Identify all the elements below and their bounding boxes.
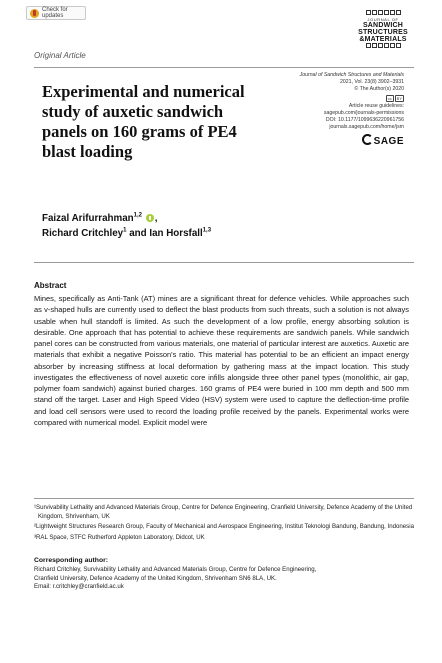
check-for-updates-badge[interactable] <box>26 6 86 20</box>
corr-line-2: Cranfield University, Defence Academy of the United Kingdom, Shrivenham SN6 8LA, UK. <box>34 574 277 582</box>
reuse-guidelines: Article reuse guidelines: <box>348 102 404 109</box>
sage-logo <box>244 134 404 145</box>
permissions-link[interactable]: sagepub.com/journals-permissions <box>323 110 404 117</box>
article-meta <box>244 72 404 145</box>
abstract-text: Mines, specifically as Anti-Tank (AT) mines are a significant threat for defence vehicles. While approaches such as v-shaped hulls are currently used to deflect the blast products from such threats, such a solution is not always usable when hull standoff is limited. As such the development of a low profile, energy absorbing solution is desirable. One approach that has potential to achieve these requirements are sandwich panels. While sandwich panel cores can be constructed from various materials, one material of particular interest are auxetics. Auxetic are materials that exhibit a negative Poisson's ratio. This material has potential to be an efficient an impact energy absorber by increasing stiffness at local deformation by gathering mass at the impact location. This study investigates the effectiveness of novel auxetic core infills alongside three other panel types (monolithic, air gap, polymer foam sandwich) against buried charges. 160 grams of PE4 were buried in 100 mm depth and 500 mm stand off the target. Laser and High Speed Video (HSV) system were used to capture the deflection-time profile and load cell sensors were used to record the loading profile received by the panels. Experimental works were compared with numerical model. Explicit model were <box>34 294 409 427</box>
logo-line2: SANDWICH <box>362 22 404 29</box>
check-for-updates-label: Check for updates <box>42 7 68 19</box>
footnote-divider <box>34 498 414 499</box>
author-1-affil: 1,2 <box>133 212 142 219</box>
corresponding-author-heading: Corresponding author: <box>34 557 109 564</box>
author-and: and <box>129 228 147 239</box>
logo-line3: STRUCTURES <box>358 29 408 36</box>
authors-divider <box>34 262 414 263</box>
author-separator: , <box>154 213 158 224</box>
corr-line-1: Richard Critchley, Survivability Lethality and Advanced Materials Group, Centre for Defence Engineering, <box>34 566 317 573</box>
author-3-name[interactable]: Ian Horsfall <box>149 228 203 239</box>
journal-name: Journal of Sandwich Structures and Materials <box>299 72 404 78</box>
publisher-name: SAGE <box>373 135 404 147</box>
logo-grid-bottom <box>348 43 418 48</box>
abstract-heading: Abstract <box>34 281 67 290</box>
cc-license-badge[interactable] <box>386 95 404 102</box>
cc-icon: cc <box>387 95 392 101</box>
author-3-affil: 1,3 <box>202 227 212 234</box>
header-divider <box>34 67 414 68</box>
orcid-icon[interactable] <box>146 214 154 222</box>
journal-home-link[interactable]: journals.sagepub.com/home/jsm <box>329 124 404 131</box>
author-2-affil: 1 <box>123 227 127 234</box>
affiliation-3: ³RAL Space, STFC Rutherford Appleton Laboratory, Didcot, UK <box>34 533 205 541</box>
by-icon: BY <box>396 95 402 101</box>
corr-email[interactable]: Email: r.critchley@cranfield.ac.uk <box>34 583 124 591</box>
volume-info: 2021, Vol. 23(8) 3902–3931 <box>339 79 404 86</box>
article-title: Experimental and numerical study of auxetic sandwich panels on 160 grams of PE4 blast loading <box>42 82 245 161</box>
author-line-1 <box>42 211 292 226</box>
affiliation-1: ¹Survivability Lethality and Advanced Materials Group, Centre for Defence Engineering, Cranfield University, Defence Academy of the United Kingdom, Shrivenham, UK <box>34 504 413 520</box>
author-2-name[interactable]: Richard Critchley <box>42 228 124 239</box>
doi[interactable]: DOI: 10.1177/1099636220961756 <box>325 117 404 124</box>
article-type: Original Article <box>34 51 86 60</box>
copyright: © The Author(s) 2020 <box>354 86 404 93</box>
corresponding-author <box>34 566 414 592</box>
sage-arc-icon <box>362 134 373 145</box>
logo-line4: &MATERIALS <box>359 36 407 43</box>
author-list <box>42 211 292 241</box>
logo-line1: JOURNAL OF <box>367 17 399 22</box>
author-line-2 <box>42 226 292 241</box>
affiliation-2: ²Lightweight Structures Research Group, Faculty of Mechanical and Aerospace Engineering, Institut Teknologi Bandung, Bandung, Indonesia <box>34 523 414 531</box>
author-1-name[interactable]: Faizal Arifurrahman <box>42 213 134 224</box>
crossmark-icon <box>30 9 39 18</box>
journal-logo <box>348 10 418 50</box>
affiliations <box>34 504 414 544</box>
logo-grid-top <box>348 10 418 15</box>
